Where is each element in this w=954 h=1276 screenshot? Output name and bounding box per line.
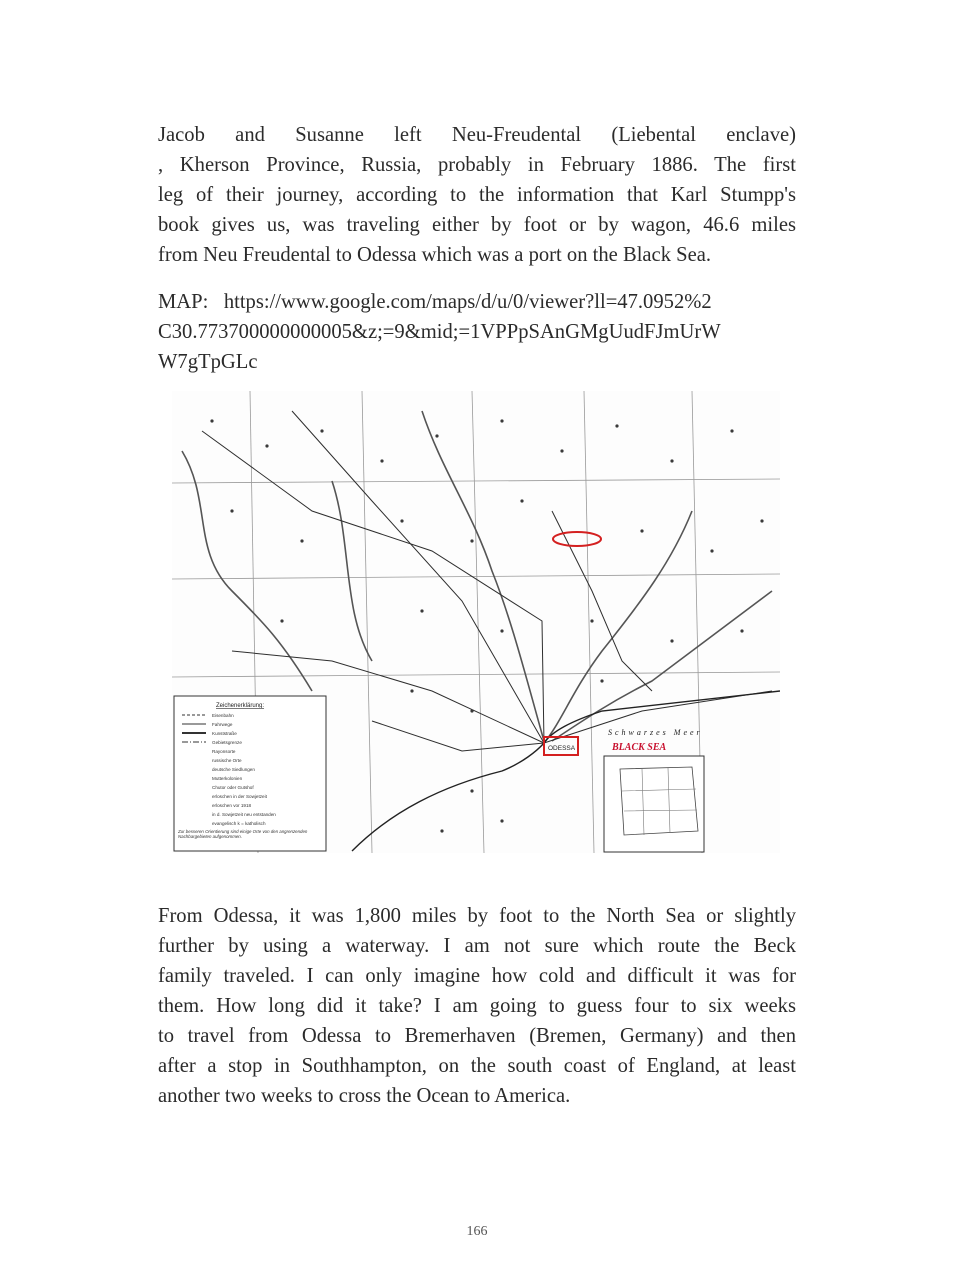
highlight-neu-freudental (553, 532, 601, 546)
text-line: leg of their journey, according to the information that Karl Stumpp's (158, 184, 796, 206)
text-line: , Kherson Province, Russia, probably in February 1886. The first (158, 154, 796, 176)
legend-item: Rayonsorte (212, 749, 236, 754)
map-legend (174, 696, 326, 851)
text-line: further by using a waterway. I am not sure which route the Beck (158, 935, 796, 957)
legend-item: Kunststraße (212, 731, 237, 736)
text-line: another two weeks to cross the Ocean to America. (158, 1085, 571, 1107)
legend-item: russische Orte (212, 758, 242, 763)
map-link-part[interactable]: C30.773700000000005&z;=9&mid;=1VPPpSAnGMgUudFJmUrW (158, 321, 721, 343)
page-number: 166 (466, 1224, 488, 1239)
legend-item: erloschen vor 1918 (212, 803, 252, 808)
map-link-line (158, 287, 796, 317)
text-line: Jacob and Susanne left Neu-Freudental (Liebental enclave) (158, 124, 796, 146)
text-line: them. How long did it take? I am going to guess four to six weeks (158, 995, 796, 1017)
legend-title: Zeichenerklärung: (216, 703, 265, 709)
text-line: book gives us, was traveling either by foot or by wagon, 46.6 miles (158, 214, 796, 236)
map-drawing (172, 391, 780, 853)
map-coastline (352, 691, 780, 851)
text-line: after a stop in Southhampton, on the south coast of England, at least (158, 1055, 796, 1077)
legend-item: erloschen in der Sowjetzeit (212, 794, 267, 799)
legend-item: Chutor oder Gutshof (212, 785, 254, 790)
journey-paragraph (158, 901, 796, 1111)
sea-label: BLACK SEA (612, 742, 667, 753)
legend-item: Mutterkolonien (212, 776, 243, 781)
legend-item: Fahrwege (212, 722, 233, 727)
odessa-label: ODESSA (548, 745, 576, 752)
map-label: MAP: (158, 291, 209, 313)
legend-note: Zur besseren Orientierung sind einige Orte von den angrenzenden Nachbargebieten aufgenommen. (178, 829, 308, 839)
legend-item: evangelisch k = katholisch (212, 821, 266, 826)
map-link-part[interactable]: W7gTpGLc (158, 351, 258, 373)
map-link-part[interactable]: https://www.google.com/maps/d/u/0/viewer?ll=47.0952%2 (223, 291, 712, 313)
inset-map (604, 756, 704, 852)
legend-item: Gebietsgrenze (212, 740, 242, 745)
text-line: family traveled. I can only imagine how cold and difficult it was for (158, 965, 796, 987)
sea-label-german: Schwarzes Meer (608, 728, 703, 737)
map-link-paragraph (158, 287, 796, 377)
intro-paragraph (158, 120, 796, 270)
legend-item: in d. Sowjetzeit neu entstanden (212, 812, 276, 817)
legend-item: Eisenbahn (212, 713, 234, 718)
text-line: from Neu Freudental to Odessa which was a port on the Black Sea. (158, 244, 712, 266)
text-line: From Odessa, it was 1,800 miles by foot to the North Sea or slightly (158, 905, 796, 927)
legend-item: deutsche Siedlungen (212, 767, 255, 772)
map-image (172, 391, 780, 853)
text-line: to travel from Odessa to Bremerhaven (Bremen, Germany) and then (158, 1025, 796, 1047)
